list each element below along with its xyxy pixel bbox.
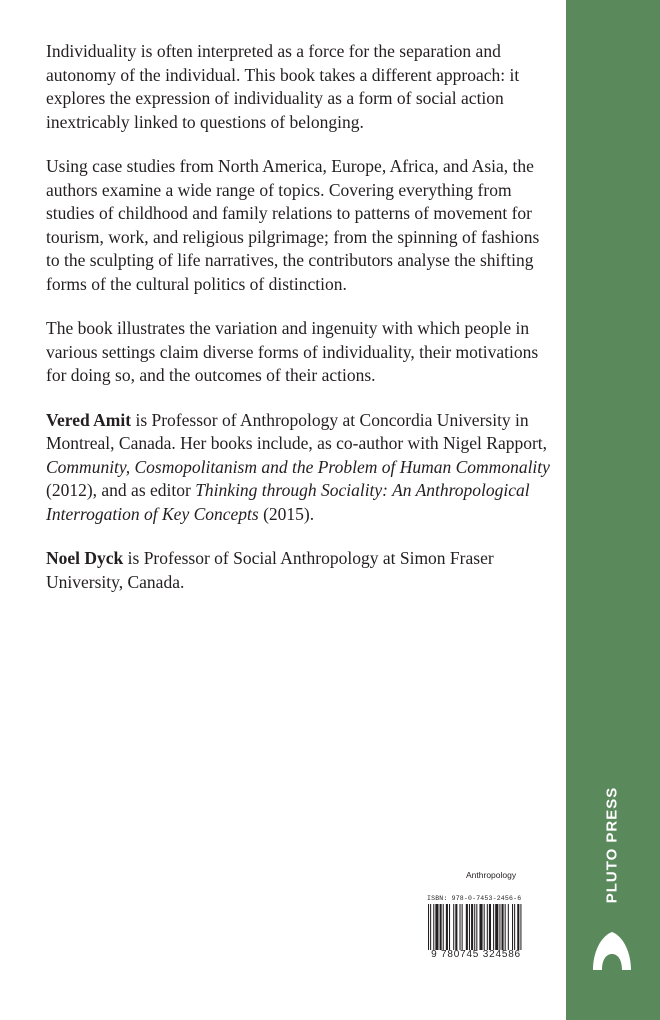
barcode-bar: [476, 904, 477, 950]
barcode-bar: [453, 904, 454, 950]
barcode-bar: [517, 904, 519, 950]
blurb-paragraph-3: The book illustrates the variation and ingenuity with which people in various settings claim diverse forms of individuality, their motivations for doing so, and the outcomes of their actions.: [46, 318, 539, 385]
pluto-press-logo-icon: [589, 930, 635, 974]
barcode-bar: [499, 904, 500, 950]
barcode-bar: [433, 904, 434, 950]
barcode-bar: [489, 904, 491, 950]
barcode-bar: [446, 904, 448, 950]
blurb-text: [46, 40, 551, 615]
barcode-bars: [422, 904, 530, 950]
barcode-bar: [430, 904, 431, 950]
book-title-sociality: Thinking through Sociality: An Anthropological Interrogation of Key Concepts: [46, 480, 530, 524]
blurb-paragraph-1: Individuality is often interpreted as a force for the separation and autonomy of the individual. This book takes a different approach: it explores the expression of individuality as a form of social action inextricably linked to questions of belonging.: [46, 41, 520, 132]
blurb-paragraph-2: Using case studies from North America, Europe, Africa, and Asia, the authors examine a wide range of topics. Covering everything from studies of childhood and family relations to patterns of movement for tourism, work, and religious pilgrimage; from the spinning of fashions to the sculpting of life narratives, the contributors analyse the shifting forms of the cultural politics of distinction.: [46, 156, 540, 294]
barcode-bar: [455, 904, 457, 950]
barcode-bar: [460, 904, 461, 950]
bio-amit-text-a: is Professor of Anthropology at Concordia University in Montreal, Canada. Her books include, as co-author with Nigel Rapport,: [46, 409, 548, 453]
isbn-label: ISBN: 978-0-7453-2456-6: [427, 895, 522, 902]
barcode-bar: [443, 904, 444, 950]
isbn-digits: 9 780745 324586: [431, 949, 521, 960]
author-bio-dyck: [46, 547, 551, 594]
bio-dyck-text: is Professor of Social Anthropology at Simon Fraser University, Canada.: [46, 548, 494, 592]
barcode-bar: [435, 904, 438, 950]
publisher-name: PLUTO PRESS: [603, 786, 621, 904]
isbn-barcode: [422, 895, 530, 965]
barcode-bar: [514, 904, 515, 950]
barcode-bar: [474, 904, 475, 950]
barcode-bar: [469, 904, 470, 950]
category-label: Anthropology: [466, 870, 517, 880]
author-name-dyck: Noel Dyck: [46, 548, 124, 568]
barcode-bar: [479, 904, 482, 950]
barcode-bar: [502, 904, 504, 950]
barcode-bar: [428, 904, 429, 950]
barcode-bar: [449, 904, 450, 950]
barcode-bar: [466, 904, 468, 950]
bio-amit-text-c: (2015).: [258, 503, 315, 524]
barcode-bar: [493, 904, 494, 950]
author-bio-amit: [46, 409, 551, 527]
barcode-bar: [487, 904, 488, 950]
barcode-bar: [520, 904, 521, 950]
bio-amit-text-b: (2012), and as editor: [46, 480, 196, 500]
barcode-bar: [505, 904, 506, 950]
barcode-bar: [484, 904, 485, 950]
author-name-amit: Vered Amit: [46, 409, 132, 430]
barcode-bar: [508, 904, 509, 950]
barcode-bar: [512, 904, 513, 950]
barcode-bar: [462, 904, 463, 950]
barcode-bar: [471, 904, 473, 950]
barcode-bar: [440, 904, 442, 950]
book-title-community: Community, Cosmopolitanism and the Problem of Human Commonality: [46, 456, 550, 477]
barcode-bar: [495, 904, 498, 950]
